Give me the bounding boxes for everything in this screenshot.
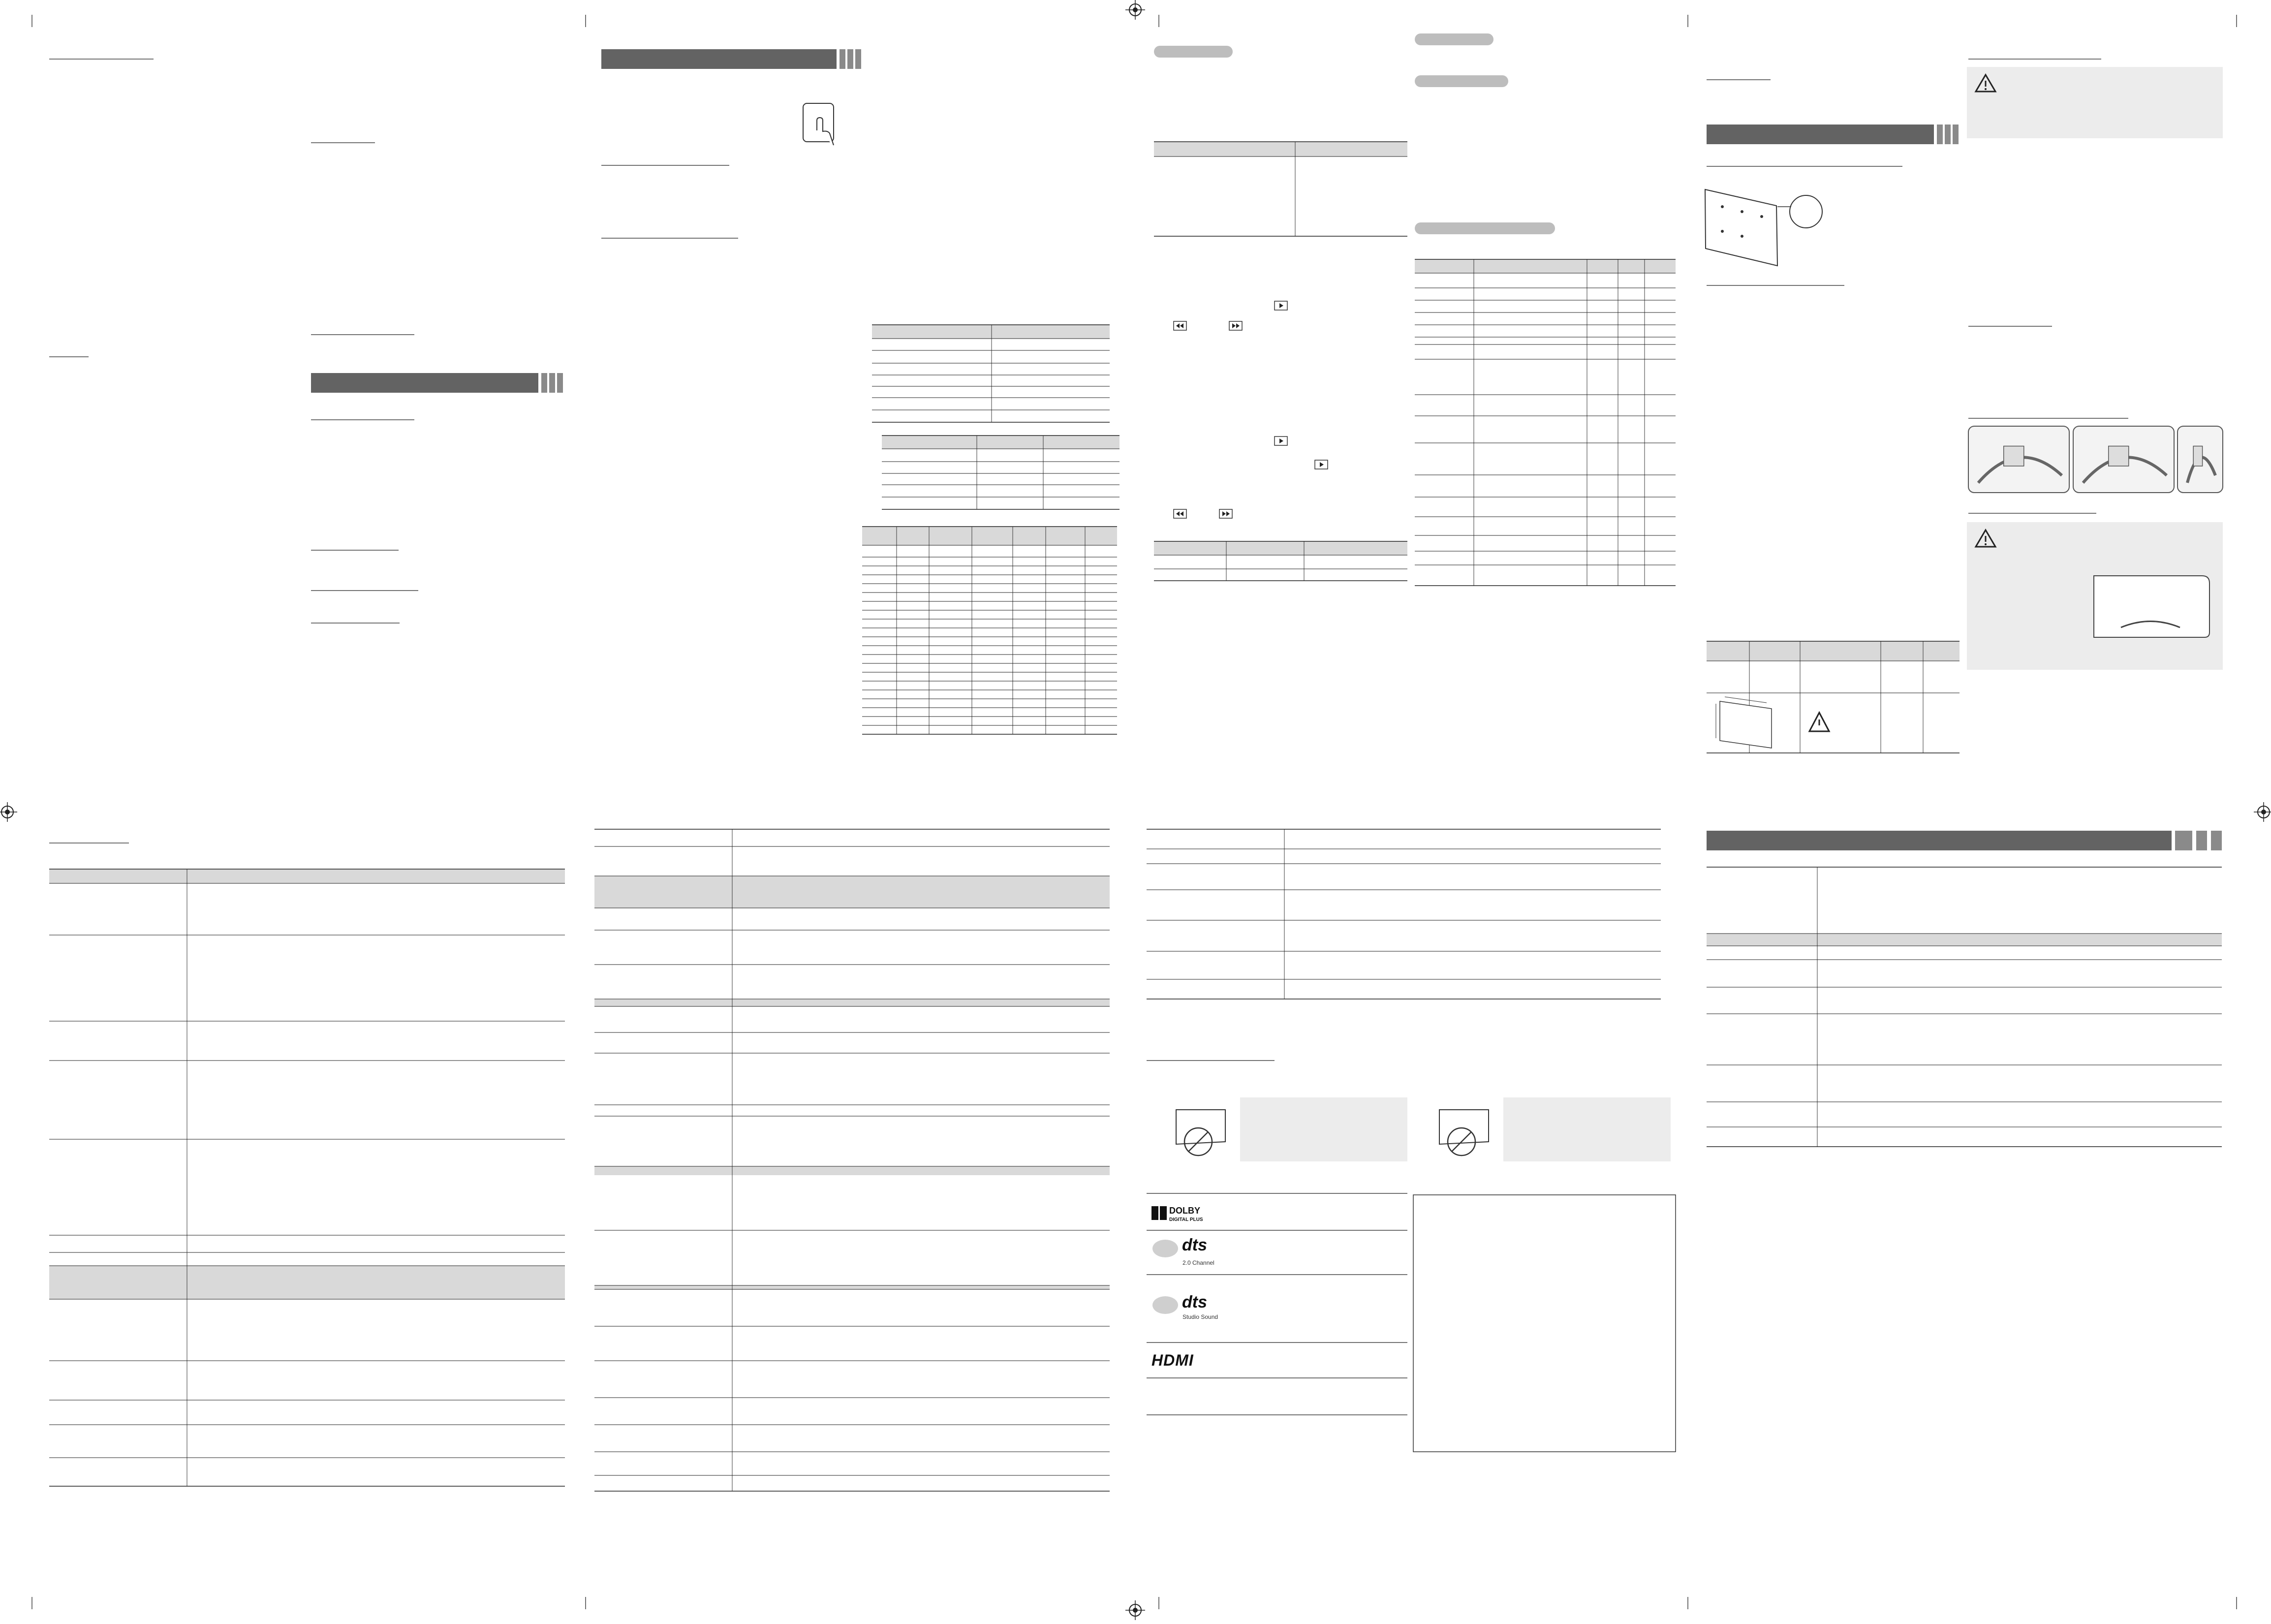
hdmi-logo [1151, 1351, 1194, 1369]
cable-management-photo [2073, 426, 2174, 493]
fast-forward-button-icon [1219, 509, 1232, 518]
subsection-bar [1154, 46, 1233, 58]
screen-cleaning-pictogram [1147, 1097, 1407, 1161]
cable-management-photo [2178, 426, 2223, 493]
table-section-row [594, 1285, 1110, 1289]
screen-cleaning-pictogram [1410, 1097, 1671, 1161]
section-bar-tab [855, 49, 861, 69]
table-header-row [1415, 259, 1676, 273]
resolution-table [872, 325, 1110, 422]
play-button-icon [1315, 460, 1328, 469]
crop-mark-icon [2254, 802, 2271, 822]
subsection-bar [1415, 222, 1555, 234]
table-section-row [594, 1166, 1110, 1175]
table-header-row [872, 325, 1110, 339]
section-bar-tab [549, 373, 555, 393]
caution-panel-2 [1967, 522, 2223, 670]
photo-music-table [1415, 259, 1676, 586]
play-button-icon [1275, 301, 1287, 310]
crop-mark-icon [0, 802, 17, 822]
table-section-row [594, 876, 1110, 908]
subtitle-table [1154, 541, 1407, 581]
troubleshooting-table-2 [594, 829, 1110, 1491]
dolby-logo-text: DOLBY [1169, 1206, 1200, 1216]
section-bar-tab [557, 373, 563, 393]
section-header-bar [601, 49, 861, 69]
caution-panel [1967, 67, 2223, 138]
table-header-row [862, 527, 1117, 545]
dts-studio-logo-text: dts [1182, 1293, 1207, 1312]
subsection-bar [1415, 75, 1508, 87]
touch-hand-icon [803, 103, 834, 145]
section-header-bar [1707, 831, 2222, 850]
table-header-row [882, 436, 1120, 449]
wall-mount-illustration [1705, 189, 1822, 266]
specifications-table [1707, 867, 2222, 1147]
cable-management-photo [1968, 426, 2069, 493]
section-bar-tab [541, 373, 547, 393]
section-bar-tab [2211, 831, 2222, 850]
crop-mark-icon [1125, 1600, 1145, 1620]
troubleshooting-table [49, 869, 565, 1486]
rewind-button-icon [1174, 509, 1186, 518]
section-bar-tab [1945, 125, 1951, 144]
illustrations [803, 67, 2223, 1452]
subsection-bar [1415, 33, 1493, 45]
tv-back-sketch [2094, 576, 2209, 637]
cleaning-note-panel [1503, 1097, 1671, 1161]
dts-studio-logo-subtext: Studio Sound [1182, 1313, 1218, 1320]
codec-table [1154, 142, 1407, 236]
vesa-dimension-drawing [1716, 697, 1772, 748]
spec-table [1147, 829, 1661, 999]
dolby-logo-subtext: DIGITAL PLUS [1169, 1217, 1203, 1222]
tables [49, 142, 2222, 1491]
section-bar-tab [1953, 125, 1959, 144]
dts-logo-subtext: 2.0 Channel [1182, 1259, 1214, 1266]
table-section-row [594, 999, 1110, 1006]
play-button-icon [1275, 437, 1287, 445]
crop-mark-icon [1125, 0, 1145, 20]
cleaning-note-panel [1240, 1097, 1407, 1161]
table-header-row [1707, 641, 1960, 661]
licence-notice-box [1413, 1195, 1676, 1452]
input-table [882, 436, 1120, 509]
dolby-logo [1151, 1206, 1203, 1222]
section-bar-tab [1937, 125, 1943, 144]
table-header-row [1154, 142, 1407, 156]
dts-2ch-logo [1152, 1236, 1214, 1266]
table-header-row [49, 869, 565, 883]
mode-table [862, 527, 1117, 734]
crop-marks [32, 15, 2237, 1609]
section-bar-tab [2175, 831, 2192, 850]
table-section-row [49, 1266, 565, 1299]
warning-icon [1809, 713, 1829, 731]
hdmi-logo-text: HDMI [1151, 1351, 1194, 1369]
dts-studio-sound-logo [1152, 1293, 1218, 1320]
section-bar-tab [847, 49, 853, 69]
section-bar-tab [840, 49, 845, 69]
rewind-button-icon [1174, 321, 1186, 330]
heading-rules [49, 59, 2128, 1415]
fast-forward-button-icon [1229, 321, 1242, 330]
section-bar-tab [2196, 831, 2207, 850]
table-section-row [1707, 934, 2222, 946]
section-header-bar [1707, 125, 1959, 144]
dts-logo-text: dts [1182, 1236, 1207, 1254]
section-header-bar [311, 373, 563, 393]
table-header-row [1154, 541, 1407, 555]
